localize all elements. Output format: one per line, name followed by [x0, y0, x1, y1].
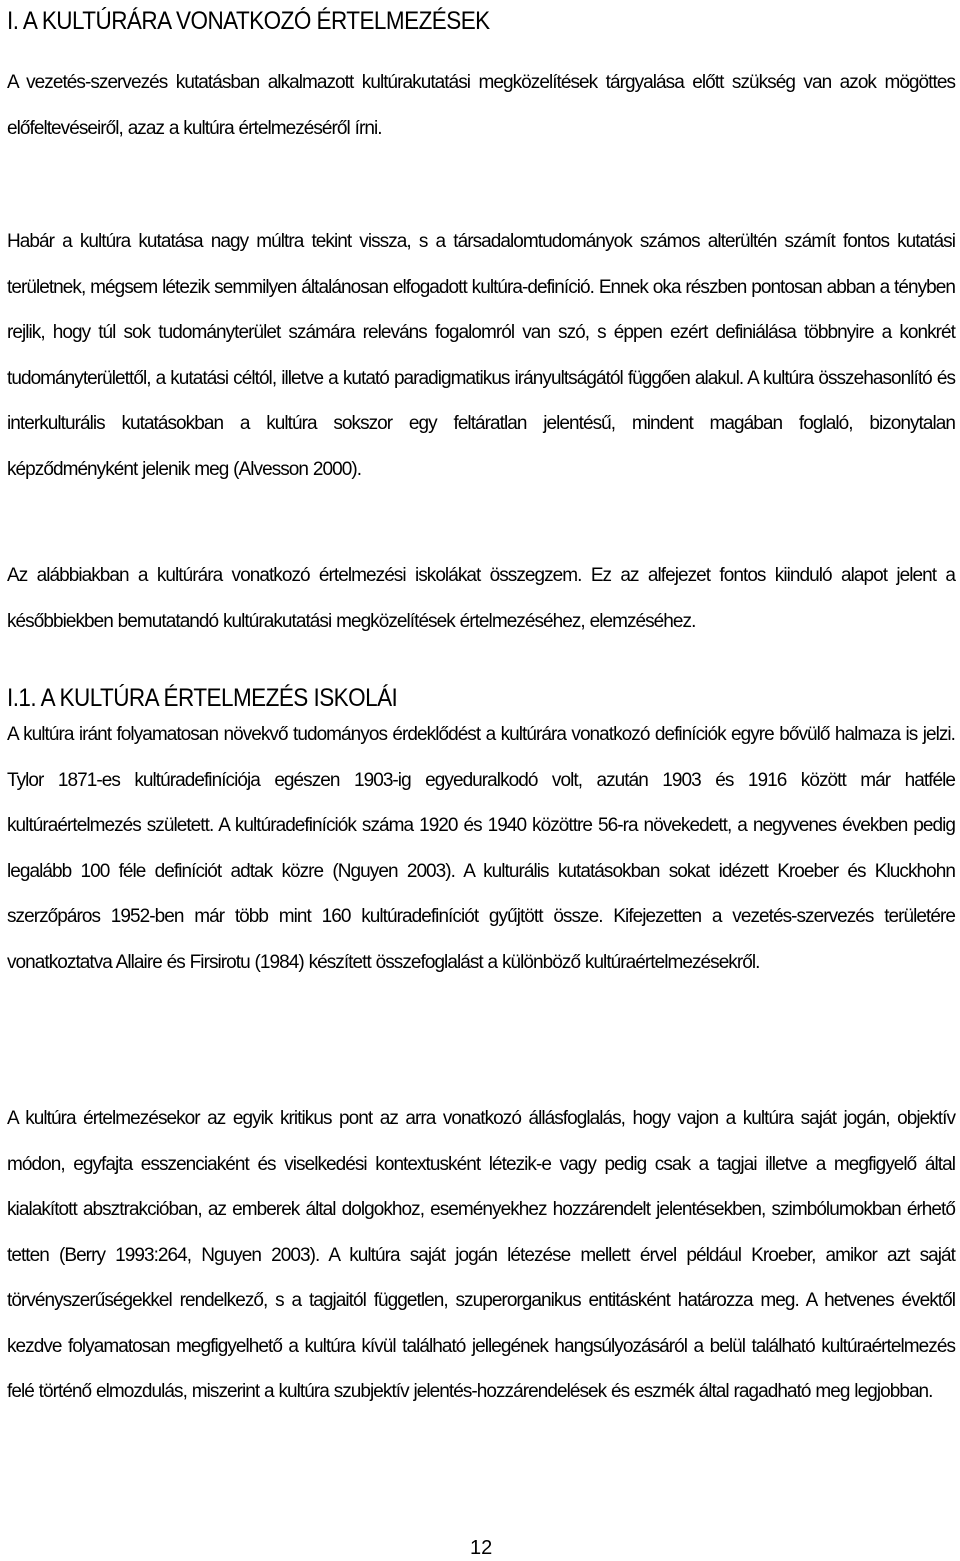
definitions-paragraph: A kultúra iránt folyamatosan növekvő tudományos érdeklődést a kultúrára vonatkozó definíciók egyre bővülő halmaza is jelzi. Tylor 1871-es kultúradefiníciója egészen 1903-ig egyeduralkodó volt, azután 1903 és 1916 között már hatféle kultúraértelmezés született. A kultúradefiníciók száma 1920 és 1940 közöttre 56-ra növekedett, a negyvenes években pedig legalább 100 féle definíciót adtak közre (Nguyen 2003). A kulturális kutatásokban sokat idézett Kroeber és Kluckhohn szerzőpáros 1952-ben már több mint 160 kultúradefiníciót gyűjtött össze. Kifejezetten a vezetés-szervezés területére vonatkoztatva Allaire és Firsirotu (1984) készített összefoglalást a különböző kultúraértelmezésekről. — [7, 724, 955, 973]
chapter-heading: I. A KULTÚRÁRA VONATKOZÓ ÉRTELMEZÉSEK — [7, 7, 490, 35]
summary-paragraph: Az alábbiakban a kultúrára vonatkozó értelmezési iskolákat összegzem. Ez az alfejezet fontos kiinduló alapot jelent a későbbiekben bemutatandó kultúrakutatási megközelítések értelmezéséhez, elemzéséhez. — [7, 565, 955, 632]
page-number: 12 — [470, 1537, 493, 1559]
interpretation-paragraph: A kultúra értelmezésekor az egyik kritikus pont az arra vonatkozó állásfoglalás, hogy vajon a kultúra saját jogán, objektív módon, egyfajta esszenciaként és viselkedési kontextusként létezik-e vagy pedig csak a tagjai illetve a megfigyelő által kialakított absztrakcióban, az emberek által dolgokhoz, eseményekhez hozzárendelt jelentésekben, szimbólumokban érhető tetten (Berry 1993:264, Nguyen 2003). A kultúra saját jogán létezése mellett érvel például Kroeber, amikor azt saját törvényszerűségekkel rendelkező, s a tagjaitól független, szuperorganikus entitásként határozza meg. A hetvenes évektől kezdve folyamatosan megfigyelhető a kultúra kívül található jellegének hangsúlyozásáról a belül található kultúraértelmezés felé történő elmozdulás, miszerint a kultúra szubjektív jelentés-hozzárendelések és eszmék által ragadható meg legjobban. — [7, 1108, 955, 1402]
culture-research-paragraph: Habár a kultúra kutatása nagy múltra tekint vissza, s a társadalomtudományok számos alterültén számít fontos kutatási területnek, mégsem létezik semmilyen általánosan elfogadott kultúra-definíció. Ennek oka részben pontosan abban a tényben rejlik, hogy túl sok tudományterület számára releváns fogalomról van szó, s éppen ezért definiálása többnyire a konkrét tudományterülettől, a kutatási céltól, illetve a kutató paradigmatikus irányultságától függően alakul. A kultúra összehasonlító és interkulturális kutatásokban a kultúra sokszor egy feltáratlan jelentésű, mindent magában foglaló, bizonytalan képződményként jelenik meg (Alvesson 2000). — [7, 231, 955, 480]
section-heading: I.1. A KULTÚRA ÉRTELMEZÉS ISKOLÁI — [7, 684, 398, 712]
intro-paragraph: A vezetés-szervezés kutatásban alkalmazott kultúrakutatási megközelítések tárgyalása előtt szükség van azok mögöttes előfeltevéseiről, azaz a kultúra értelmezéséről írni. — [7, 72, 955, 139]
